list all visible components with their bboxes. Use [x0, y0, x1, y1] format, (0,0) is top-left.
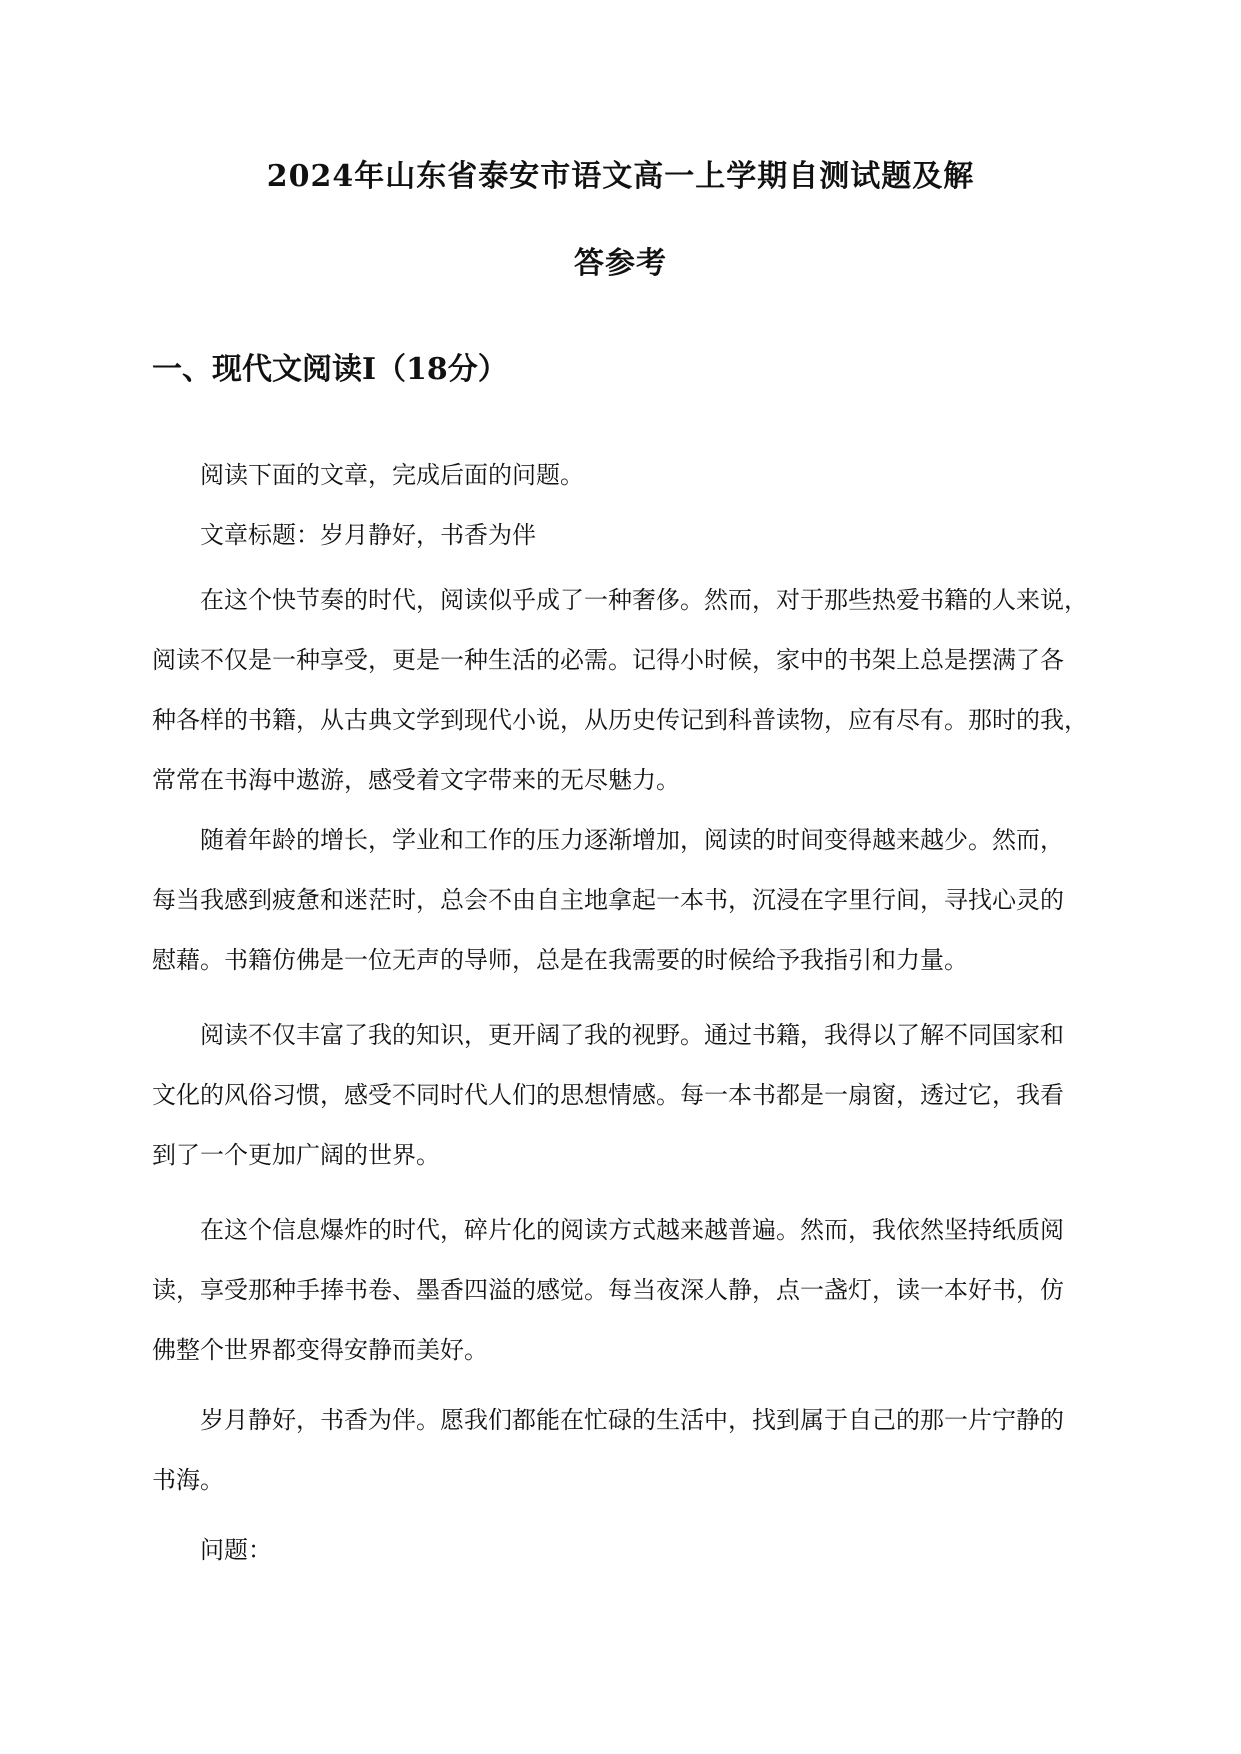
paragraph-line: 随着年龄的增长，学业和工作的压力逐渐增加，阅读的时间变得越来越少。然而，: [200, 826, 1064, 854]
article-title-line: 文章标题：岁月静好，书香为伴: [200, 521, 536, 549]
paragraph-line: 文化的风俗习惯，感受不同时代人们的思想情感。每一本书都是一扇窗，透过它，我看: [152, 1081, 1064, 1109]
paragraph-line: 在这个快节奏的时代，阅读似乎成了一种奢侈。然而，对于那些热爱书籍的人来说，: [200, 586, 1088, 614]
question-label: 问题：: [200, 1536, 272, 1564]
paragraph-line: 阅读不仅是一种享受，更是一种生活的必需。记得小时候，家中的书架上总是摆满了各: [152, 646, 1064, 674]
paragraph-line: 岁月静好，书香为伴。愿我们都能在忙碌的生活中，找到属于自己的那一片宁静的: [200, 1406, 1064, 1434]
paragraph-line: 到了一个更加广阔的世界。: [152, 1141, 440, 1169]
document-title-line-1: 2024年山东省泰安市语文高一上学期自测试题及解: [266, 159, 975, 194]
section-heading: 一、现代文阅读Ⅰ（18分）: [152, 352, 508, 387]
paragraph-line: 书海。: [152, 1466, 224, 1494]
document-title-line-2: 答参考: [574, 246, 667, 281]
paragraph-line: 在这个信息爆炸的时代，碎片化的阅读方式越来越普遍。然而，我依然坚持纸质阅: [200, 1216, 1064, 1244]
paragraph-line: 每当我感到疲惫和迷茫时，总会不由自主地拿起一本书，沉浸在字里行间，寻找心灵的: [152, 886, 1064, 914]
paragraph-line: 阅读不仅丰富了我的知识，更开阔了我的视野。通过书籍，我得以了解不同国家和: [200, 1021, 1064, 1049]
paragraph-line: 佛整个世界都变得安静而美好。: [152, 1336, 488, 1364]
paragraph-line: 种各样的书籍，从古典文学到现代小说，从历史传记到科普读物，应有尽有。那时的我，: [152, 706, 1088, 734]
instruction-line: 阅读下面的文章，完成后面的问题。: [200, 461, 584, 489]
paragraph-line: 读，享受那种手捧书卷、墨香四溢的感觉。每当夜深人静，点一盏灯，读一本好书，仿: [152, 1276, 1064, 1304]
paragraph-line: 常常在书海中遨游，感受着文字带来的无尽魅力。: [152, 766, 680, 794]
paragraph-line: 慰藉。书籍仿佛是一位无声的导师，总是在我需要的时候给予我指引和力量。: [152, 946, 968, 974]
